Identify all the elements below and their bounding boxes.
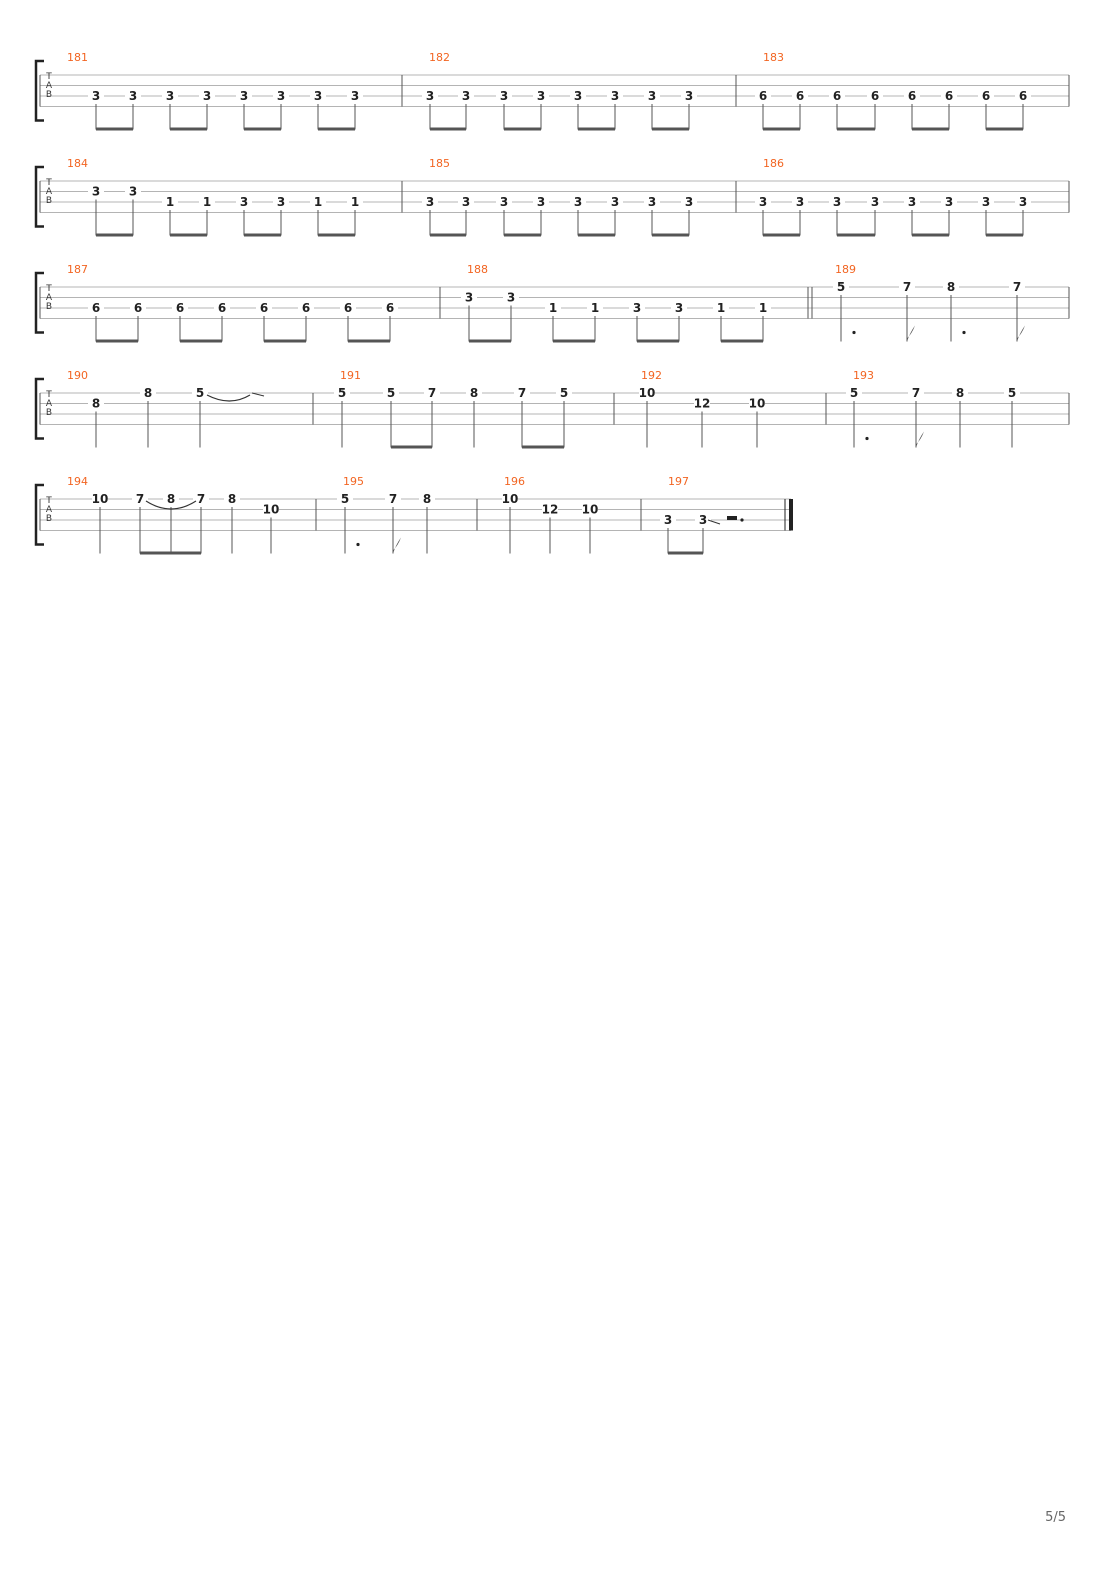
beam (578, 234, 615, 237)
fret-number: 8 (946, 280, 956, 294)
beam (244, 128, 281, 131)
tab-clef-letter: T (46, 390, 52, 400)
fret-number: 3 (239, 195, 249, 209)
fret-number: 5 (559, 386, 569, 400)
fret-number: 5 (195, 386, 205, 400)
duration-dot (852, 331, 855, 334)
beam (763, 234, 800, 237)
tab-clef-letter: B (45, 302, 53, 312)
fret-number: 3 (536, 89, 546, 103)
fret-number: 3 (425, 89, 435, 103)
fret-number: 3 (165, 89, 175, 103)
fret-number: 3 (795, 195, 805, 209)
fret-number: 3 (944, 195, 954, 209)
beam (96, 340, 138, 343)
fret-number: 1 (758, 301, 768, 315)
fret-number: 8 (469, 386, 479, 400)
measure-number: 187 (67, 263, 88, 276)
fret-number: 6 (301, 301, 311, 315)
fret-number: 12 (541, 502, 559, 517)
measure-number: 183 (763, 51, 784, 64)
tab-clef-letter: T (46, 284, 52, 294)
fret-number: 3 (276, 89, 286, 103)
fret-number: 6 (944, 89, 954, 103)
fret-number: 3 (461, 195, 471, 209)
fret-number: 12 (693, 396, 711, 411)
beam (170, 234, 207, 237)
beam (504, 128, 541, 131)
fret-number: 3 (91, 89, 101, 103)
measure-number: 188 (467, 263, 488, 276)
fret-number: 6 (91, 301, 101, 315)
fret-number: 3 (350, 89, 360, 103)
tab-clef-letter: B (45, 514, 53, 524)
fret-number: 3 (1018, 195, 1028, 209)
tab-clef-letter: A (45, 505, 53, 515)
beam (553, 340, 595, 343)
measure-number: 192 (641, 369, 662, 382)
fret-number: 3 (128, 89, 138, 103)
fret-number: 7 (517, 386, 527, 400)
beam (637, 340, 679, 343)
tab-clef-letter: A (45, 81, 53, 91)
fret-number: 6 (1018, 89, 1028, 103)
fret-number: 10 (262, 502, 280, 517)
beam (837, 234, 875, 237)
fret-number: 1 (313, 195, 323, 209)
fret-number: 7 (196, 492, 206, 506)
fret-number: 3 (239, 89, 249, 103)
measure-number: 185 (429, 157, 450, 170)
fret-number: 10 (748, 396, 766, 411)
fret-number: 3 (981, 195, 991, 209)
measure-number: 196 (504, 475, 525, 488)
fret-number: 10 (501, 492, 519, 506)
duration-dot (356, 543, 359, 546)
fret-number: 7 (902, 280, 912, 294)
beam (264, 340, 306, 343)
fret-number: 3 (461, 89, 471, 103)
fret-number: 5 (340, 492, 350, 506)
fret-number: 1 (716, 301, 726, 315)
fret-number: 7 (911, 386, 921, 400)
fret-number: 1 (202, 195, 212, 209)
fret-number: 5 (849, 386, 859, 400)
beam (986, 234, 1023, 237)
fret-number: 1 (590, 301, 600, 315)
fret-number: 3 (610, 89, 620, 103)
fret-number: 3 (674, 301, 684, 315)
system (36, 475, 791, 555)
fret-number: 3 (91, 184, 101, 199)
fret-number: 3 (573, 89, 583, 103)
fret-number: 6 (217, 301, 227, 315)
fret-number: 1 (350, 195, 360, 209)
beam (391, 446, 432, 449)
measure-number: 195 (343, 475, 364, 488)
beam (318, 128, 355, 131)
eighth-flag (916, 432, 924, 448)
system (36, 263, 1069, 343)
fret-number: 6 (981, 89, 991, 103)
fret-number: 3 (663, 513, 673, 527)
fret-number: 7 (1012, 280, 1022, 294)
fret-number: 3 (610, 195, 620, 209)
fret-number: 6 (385, 301, 395, 315)
fret-number: 3 (632, 301, 642, 315)
fret-number: 3 (832, 195, 842, 209)
fret-number: 8 (955, 386, 965, 400)
fret-number: 5 (836, 280, 846, 294)
fret-number: 8 (91, 396, 101, 411)
fret-number: 8 (422, 492, 432, 506)
beam (912, 234, 949, 237)
measure-number: 186 (763, 157, 784, 170)
fret-number: 1 (548, 301, 558, 315)
fret-number: 5 (1007, 386, 1017, 400)
fret-number: 3 (536, 195, 546, 209)
system (36, 157, 1069, 237)
beam (430, 128, 466, 131)
fret-number: 3 (698, 513, 708, 527)
fret-number: 6 (795, 89, 805, 103)
tie-arc (207, 395, 250, 401)
fret-number: 3 (684, 195, 694, 209)
fret-number: 3 (758, 195, 768, 209)
beam (986, 128, 1023, 131)
tab-clef-letter: T (46, 72, 52, 82)
fret-number: 3 (647, 89, 657, 103)
tab-clef-letter: A (45, 399, 53, 409)
tab-clef-letter: B (45, 408, 53, 418)
fret-number: 3 (870, 195, 880, 209)
fret-number: 7 (388, 492, 398, 506)
fret-number: 6 (870, 89, 880, 103)
fret-number: 10 (638, 386, 656, 400)
beam (469, 340, 511, 343)
measure-number: 182 (429, 51, 450, 64)
eighth-flag (393, 538, 401, 554)
tab-clef-letter: A (45, 187, 53, 197)
beam (668, 552, 703, 555)
fret-number: 6 (832, 89, 842, 103)
duration-dot (740, 518, 743, 521)
duration-dot (865, 437, 868, 440)
tab-clef-letter: T (46, 496, 52, 506)
tab-clef-letter: T (46, 178, 52, 188)
measure-number: 194 (67, 475, 88, 488)
beam (837, 128, 875, 131)
fret-number: 8 (166, 492, 176, 506)
measure-number: 191 (340, 369, 361, 382)
fret-number: 5 (386, 386, 396, 400)
fret-number: 6 (907, 89, 917, 103)
fret-number: 3 (128, 184, 138, 199)
fret-number: 5 (337, 386, 347, 400)
beam (522, 446, 564, 449)
measure-number: 190 (67, 369, 88, 382)
fret-number: 3 (499, 89, 509, 103)
tab-clef-letter: B (45, 90, 53, 100)
beam (348, 340, 390, 343)
beam (96, 128, 133, 131)
fret-number: 8 (143, 386, 153, 400)
fret-number: 6 (758, 89, 768, 103)
fret-number: 3 (425, 195, 435, 209)
fret-number: 3 (684, 89, 694, 103)
fret-number: 3 (907, 195, 917, 209)
beam (721, 340, 763, 343)
fret-number: 7 (427, 386, 437, 400)
fret-number: 6 (343, 301, 353, 315)
system (36, 51, 1069, 131)
page-number: 5/5 (1045, 1510, 1066, 1525)
beam (652, 128, 689, 131)
fret-number: 3 (499, 195, 509, 209)
fret-number: 3 (276, 195, 286, 209)
beam (652, 234, 689, 237)
eighth-flag (1017, 326, 1025, 342)
beam (170, 128, 207, 131)
half-rest (727, 516, 737, 520)
measure-number: 184 (67, 157, 88, 170)
fret-number: 3 (573, 195, 583, 209)
tab-clef-letter: A (45, 293, 53, 303)
fret-number: 3 (506, 290, 516, 305)
fret-number: 8 (227, 492, 237, 506)
system (36, 369, 1069, 449)
beam (244, 234, 281, 237)
fret-number: 3 (464, 290, 474, 305)
fret-number: 3 (313, 89, 323, 103)
measure-number: 193 (853, 369, 874, 382)
beam (96, 234, 133, 237)
measure-number: 197 (668, 475, 689, 488)
fret-number: 6 (175, 301, 185, 315)
beam (430, 234, 466, 237)
fret-number: 6 (133, 301, 143, 315)
duration-dot (962, 331, 965, 334)
beam (318, 234, 355, 237)
fret-number: 7 (135, 492, 145, 506)
fret-number: 10 (91, 492, 109, 506)
beam (504, 234, 541, 237)
beam (763, 128, 800, 131)
beam (140, 552, 201, 555)
fret-number: 6 (259, 301, 269, 315)
fret-number: 3 (202, 89, 212, 103)
eighth-flag (907, 326, 915, 342)
measure-number: 189 (835, 263, 856, 276)
beam (912, 128, 949, 131)
beam (578, 128, 615, 131)
tab-clef-letter: B (45, 196, 53, 206)
fret-number: 1 (165, 195, 175, 209)
fret-number: 10 (581, 502, 599, 517)
fret-number: 3 (647, 195, 657, 209)
measure-number: 181 (67, 51, 88, 64)
beam (180, 340, 222, 343)
